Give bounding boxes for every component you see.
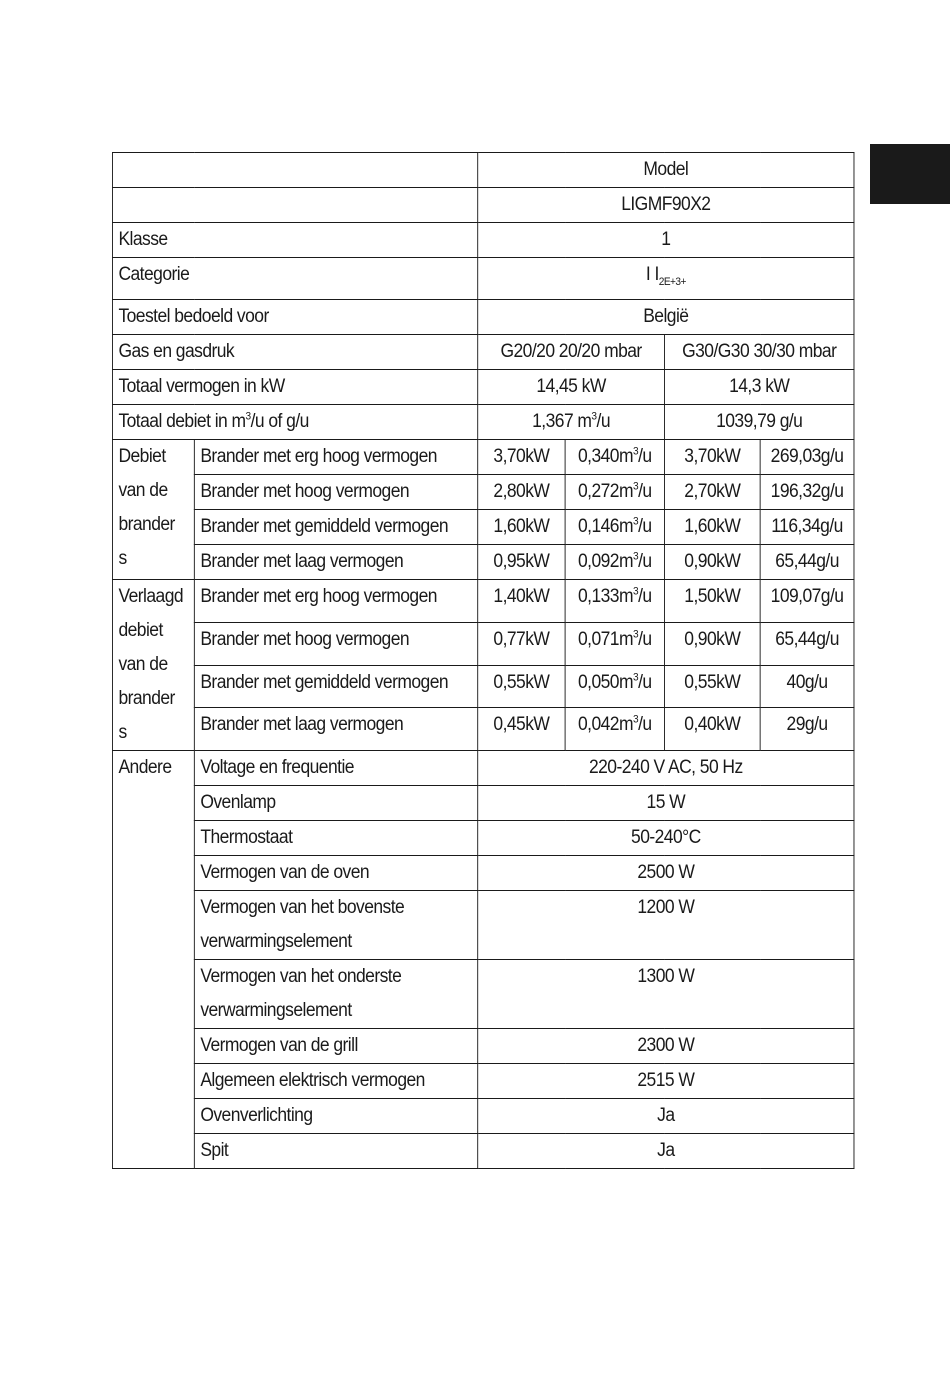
other-name: Vermogen van het onderste verwarmingselement	[194, 960, 477, 1029]
burner-kw-g30: 0,90kW	[664, 622, 760, 665]
value-text: /u	[596, 411, 611, 432]
other-value: Ja	[478, 1134, 854, 1169]
value-text: 0,340m	[577, 446, 633, 467]
table-row-burner	[112, 510, 854, 545]
other-value: 2500 W	[478, 856, 854, 891]
value-text: /u	[638, 516, 652, 537]
table-row-other	[112, 751, 854, 786]
burner-kw-g20: 1,40kW	[478, 580, 565, 623]
superscript: 3	[632, 480, 639, 493]
table-row-klasse	[112, 223, 854, 258]
empty-cell	[112, 188, 477, 223]
gas-g30: G30/G30 30/30 mbar	[664, 335, 854, 370]
table-row-model	[112, 153, 854, 188]
flow-g30: 1039,79 g/u	[664, 405, 854, 440]
table-row-other	[112, 1029, 854, 1064]
table-row-model-name	[112, 188, 854, 223]
table-row-burner-reduced	[112, 665, 854, 708]
page-tab-marker	[870, 144, 950, 204]
burner-name: Brander met hoog vermogen	[194, 475, 477, 510]
specification-table	[112, 152, 854, 1169]
value-text: /u	[638, 671, 652, 693]
burner-g: 269,03g/u	[760, 440, 854, 475]
empty-cell	[112, 153, 477, 188]
value-text: 0,146m	[577, 516, 633, 537]
value-text: /u	[638, 446, 652, 467]
table-row-totaal-debiet	[112, 405, 854, 440]
other-name: Ovenverlichting	[194, 1099, 477, 1134]
power-g30: 14,3 kW	[664, 370, 854, 405]
table-row-burner-reduced	[112, 622, 854, 665]
superscript: 3	[245, 410, 251, 423]
value-text: 0,092m	[577, 551, 633, 572]
table-row-gas	[112, 335, 854, 370]
table-row-burner-reduced	[112, 580, 854, 623]
table-row-other	[112, 821, 854, 856]
table-row-burner	[112, 440, 854, 475]
other-name: Vermogen van de grill	[194, 1029, 477, 1064]
burner-kw-g20: 0,77kW	[478, 622, 565, 665]
gas-g20: G20/20 20/20 mbar	[478, 335, 665, 370]
superscript: 3	[632, 550, 639, 563]
row-label: Toestel bedoeld voor	[112, 300, 477, 335]
burner-kw-g30: 0,40kW	[664, 708, 760, 751]
other-name: Voltage en frequentie	[194, 751, 477, 786]
superscript: 3	[632, 515, 639, 528]
other-value: 2300 W	[478, 1029, 854, 1064]
burner-name: Brander met gemiddeld vermogen	[194, 510, 477, 545]
burner-name: Brander met erg hoog vermogen	[194, 580, 477, 623]
burner-g: 40g/u	[760, 665, 854, 708]
burner-kw-g20: 3,70kW	[478, 440, 565, 475]
category-main: I I	[645, 264, 659, 285]
label-text: Totaal debiet in m	[118, 411, 246, 432]
other-name: Spit	[194, 1134, 477, 1169]
table-row-burner	[112, 475, 854, 510]
group-label-line: van de	[118, 654, 168, 675]
other-value: Ja	[478, 1099, 854, 1134]
burner-m3	[565, 665, 664, 708]
value-text: /u	[638, 586, 652, 607]
group-label-line: brander	[118, 514, 175, 535]
table-row-other	[112, 1134, 854, 1169]
table-row-other	[112, 1064, 854, 1099]
flow-g20	[478, 405, 665, 440]
burner-m3	[565, 475, 664, 510]
superscript: 3	[632, 585, 639, 598]
burner-kw-g30: 1,50kW	[664, 580, 760, 623]
value-text: /u	[638, 714, 652, 736]
burner-m3	[565, 708, 664, 751]
burner-name: Brander met hoog vermogen	[194, 622, 477, 665]
row-label: Klasse	[112, 223, 477, 258]
burner-m3	[565, 545, 664, 580]
superscript: 3	[632, 628, 639, 641]
group-label-line: s	[118, 722, 127, 743]
row-value: België	[478, 300, 854, 335]
model-label: Model	[478, 153, 854, 188]
row-label	[112, 405, 477, 440]
burner-m3	[565, 580, 664, 623]
burner-m3	[565, 622, 664, 665]
group-label-line: brander	[118, 688, 175, 709]
superscript: 3	[632, 445, 639, 458]
value-text: 0,042m	[577, 714, 633, 736]
category-subscript: 2E+3+	[658, 276, 686, 288]
group-label-debiet	[112, 440, 194, 580]
burner-name: Brander met laag vermogen	[194, 545, 477, 580]
burner-g: 116,34g/u	[760, 510, 854, 545]
group-label-line: Verlaagd	[118, 586, 184, 607]
other-name: Vermogen van het bovenste verwarmingselement	[194, 891, 477, 960]
row-value	[478, 258, 854, 300]
table-row-other	[112, 856, 854, 891]
value-text: /u	[638, 551, 652, 572]
burner-g: 109,07g/u	[760, 580, 854, 623]
burner-name: Brander met erg hoog vermogen	[194, 440, 477, 475]
superscript: 3	[632, 671, 639, 684]
table-row-burner-reduced	[112, 708, 854, 751]
other-name: Vermogen van de oven	[194, 856, 477, 891]
burner-name: Brander met laag vermogen	[194, 708, 477, 751]
table-row-other	[112, 786, 854, 821]
burner-kw-g30: 1,60kW	[664, 510, 760, 545]
table-row-other	[112, 891, 854, 960]
other-value: 220-240 V AC, 50 Hz	[478, 751, 854, 786]
burner-g: 196,32g/u	[760, 475, 854, 510]
group-label-line: debiet	[118, 620, 163, 641]
value-text: /u	[638, 628, 652, 650]
table-row-categorie	[112, 258, 854, 300]
burner-kw-g20: 1,60kW	[478, 510, 565, 545]
power-g20: 14,45 kW	[478, 370, 665, 405]
group-label-verlaagd	[112, 580, 194, 751]
burner-name: Brander met gemiddeld vermogen	[194, 665, 477, 708]
other-value: 1200 W	[478, 891, 854, 960]
table-row-totaal-vermogen	[112, 370, 854, 405]
burner-kw-g20: 0,55kW	[478, 665, 565, 708]
value-text: 0,071m	[577, 628, 633, 650]
model-name: LIGMF90X2	[478, 188, 854, 223]
row-label: Totaal vermogen in kW	[112, 370, 477, 405]
group-label-line: Debiet	[118, 446, 166, 467]
group-label-line: van de	[118, 480, 168, 501]
other-name: Ovenlamp	[194, 786, 477, 821]
value-text: 0,272m	[577, 481, 633, 502]
other-value: 1300 W	[478, 960, 854, 1029]
table-row-burner	[112, 545, 854, 580]
burner-g: 65,44g/u	[760, 622, 854, 665]
other-value: 50-240°C	[478, 821, 854, 856]
value-text: 1,367 m	[532, 411, 592, 432]
row-label: Categorie	[112, 258, 477, 300]
superscript: 3	[632, 713, 639, 726]
burner-kw-g20: 0,45kW	[478, 708, 565, 751]
burner-kw-g20: 0,95kW	[478, 545, 565, 580]
superscript: 3	[591, 410, 597, 423]
table-row-other	[112, 960, 854, 1029]
burner-kw-g30: 0,90kW	[664, 545, 760, 580]
group-label-andere: Andere	[112, 751, 194, 1169]
burner-g: 29g/u	[760, 708, 854, 751]
value-text: /u	[638, 481, 652, 502]
table-row-toestel	[112, 300, 854, 335]
burner-kw-g30: 0,55kW	[664, 665, 760, 708]
burner-g: 65,44g/u	[760, 545, 854, 580]
value-text: 0,050m	[577, 671, 633, 693]
row-label: Gas en gasdruk	[112, 335, 477, 370]
burner-kw-g20: 2,80kW	[478, 475, 565, 510]
other-value: 2515 W	[478, 1064, 854, 1099]
burner-m3	[565, 440, 664, 475]
other-name: Thermostaat	[194, 821, 477, 856]
burner-kw-g30: 2,70kW	[664, 475, 760, 510]
value-text: 0,133m	[577, 586, 633, 607]
other-value: 15 W	[478, 786, 854, 821]
burner-m3	[565, 510, 664, 545]
burner-kw-g30: 3,70kW	[664, 440, 760, 475]
other-name: Algemeen elektrisch vermogen	[194, 1064, 477, 1099]
label-text: /u of g/u	[250, 411, 309, 432]
table-row-other	[112, 1099, 854, 1134]
row-value: 1	[478, 223, 854, 258]
group-label-line: s	[118, 548, 127, 569]
